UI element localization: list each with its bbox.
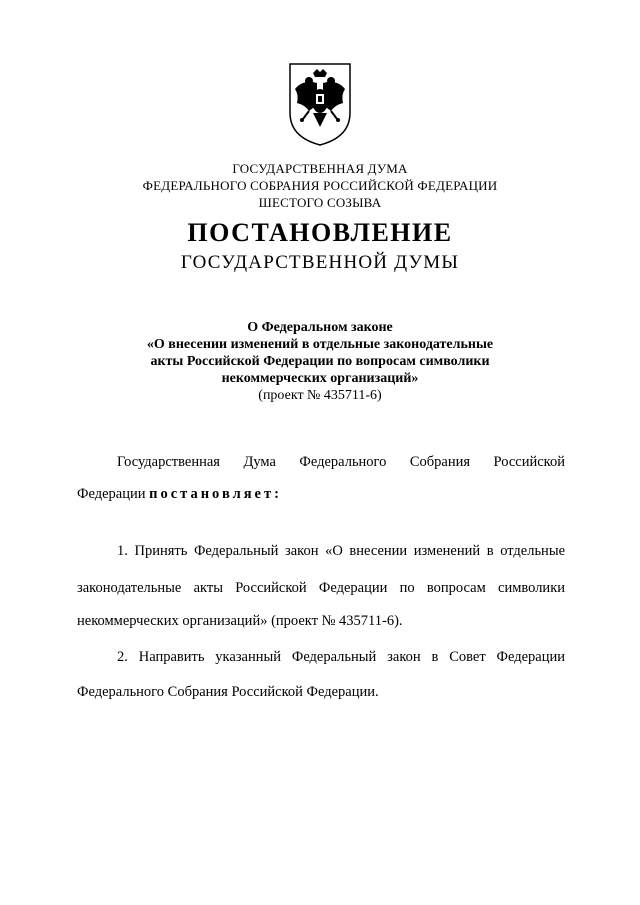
subject-line-1: О Федеральном законе bbox=[247, 320, 393, 335]
item-2-line-2: Федерального Собрания Российской Федерации. bbox=[77, 684, 379, 700]
preamble-word: Дума bbox=[243, 454, 276, 470]
resolves-word: постановляет: bbox=[149, 486, 282, 502]
subject-line-4: некоммерческих организаций» bbox=[221, 371, 419, 386]
item-1-line-2: законодательные акты Российской Федерации по вопросам символики bbox=[77, 580, 565, 596]
item-2-line-1: 2. Направить указанный Федеральный закон в Совет Федерации bbox=[117, 649, 565, 665]
header-line-duma: ГОСУДАРСТВЕННАЯ ДУМА bbox=[232, 161, 408, 176]
preamble-line-2 bbox=[77, 484, 282, 504]
document-title: ПОСТАНОВЛЕНИЕ bbox=[187, 218, 453, 247]
header-line-assembly: ФЕДЕРАЛЬНОГО СОБРАНИЯ РОССИЙСКОЙ ФЕДЕРАЦИИ bbox=[142, 178, 498, 193]
preamble-line-1 bbox=[117, 452, 565, 472]
project-number: (проект № 435711-6) bbox=[258, 388, 382, 403]
subject-line-3: акты Российской Федерации по вопросам символики bbox=[150, 354, 490, 369]
preamble-federation: Федерации bbox=[77, 486, 146, 502]
preamble-word: Государственная bbox=[117, 454, 220, 470]
item-1-line-3: некоммерческих организаций» (проект № 435711-6). bbox=[77, 613, 403, 629]
header-line-convocation: ШЕСТОГО СОЗЫВА bbox=[258, 195, 382, 210]
subject-line-2: «О внесении изменений в отдельные законодательные bbox=[146, 337, 494, 352]
document-subtitle: ГОСУДАРСТВЕННОЙ ДУМЫ bbox=[180, 252, 460, 273]
coat-of-arms-emblem bbox=[287, 61, 353, 147]
preamble-word: Собрания bbox=[409, 454, 471, 470]
double-headed-eagle-icon bbox=[287, 61, 353, 147]
preamble-word: Российской bbox=[493, 454, 565, 470]
preamble-word: Федерального bbox=[299, 454, 387, 470]
item-1-line-1: 1. Принять Федеральный закон «О внесении изменений в отдельные bbox=[117, 543, 565, 559]
